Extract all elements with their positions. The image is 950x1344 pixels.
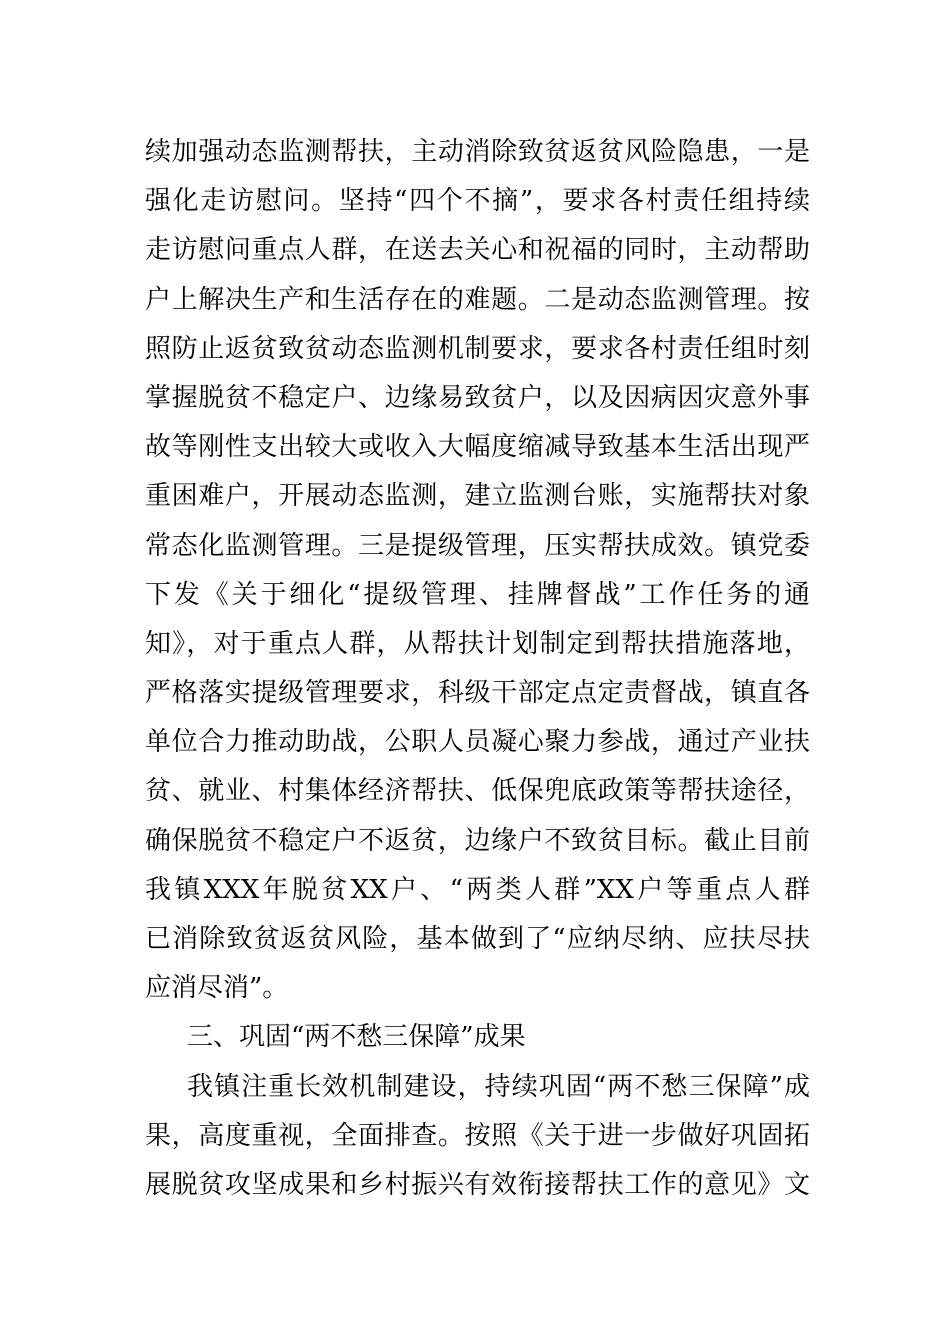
paragraph-line: 贫、就业、村集体经济帮扶、低保兜底政策等帮扶途径， bbox=[145, 776, 810, 807]
paragraph-line: 已消除致贫返贫风险，基本做到了“应纳尽纳、应扶尽扶 bbox=[145, 924, 810, 954]
paragraph-line: 故等刚性支出较大或收入大幅度缩减导致基本生活出现严 bbox=[145, 432, 810, 463]
paragraph-line: 严格落实提级管理要求，科级干部定点定责督战，镇直各 bbox=[145, 678, 810, 709]
body-text bbox=[145, 128, 810, 1210]
paragraph-line: 续加强动态监测帮扶，主动消除致贫返贫风险隐患，一是 bbox=[145, 137, 810, 167]
paragraph-line: 常态化监测管理。三是提级管理，压实帮扶成效。镇党委 bbox=[145, 530, 810, 561]
paragraph-line: 单位合力推动助战，公职人员凝心聚力参战，通过产业扶 bbox=[145, 727, 810, 758]
paragraph-line: 走访慰问重点人群，在送去关心和祝福的同时，主动帮助 bbox=[145, 235, 810, 266]
paragraph-line: 知》，对于重点人群，从帮扶计划制定到帮扶措施落地， bbox=[145, 628, 810, 659]
paragraph-line: 照防止返贫致贫动态监测机制要求，要求各村责任组时刻 bbox=[145, 333, 810, 364]
paragraph-line: 强化走访慰问。坚持“四个不摘”，要求各村责任组持续 bbox=[145, 186, 810, 217]
paragraph-line: 我镇XXX年脱贫XX户、“两类人群”XX户等重点人群 bbox=[145, 874, 810, 905]
paragraph-line: 重困难户，开展动态监测，建立监测台账，实施帮扶对象 bbox=[145, 481, 810, 512]
paragraph-line: 展脱贫攻坚成果和乡村振兴有效衔接帮扶工作的意见》文 bbox=[145, 1169, 810, 1200]
paragraph-line: 户上解决生产和生活存在的难题。二是动态监测管理。按 bbox=[145, 284, 810, 315]
paragraph-line: 下发《关于细化“提级管理、挂牌督战”工作任务的通 bbox=[145, 579, 810, 610]
paragraph-line: 我镇注重长效机制建设，持续巩固“两不愁三保障”成 bbox=[187, 1071, 810, 1102]
paragraph-line: 果，高度重视，全面排查。按照《关于进一步做好巩固拓 bbox=[145, 1120, 810, 1151]
paragraph-line: 应消尽消”。 bbox=[145, 973, 289, 1004]
paragraph-line: 掌握脱贫不稳定户、边缘易致贫户，以及因病因灾意外事 bbox=[145, 382, 810, 413]
paragraph-line: 确保脱贫不稳定户不返贫，边缘户不致贫目标。截止目前 bbox=[145, 825, 810, 856]
section-heading: 三、巩固“两不愁三保障”成果 bbox=[187, 1022, 526, 1053]
